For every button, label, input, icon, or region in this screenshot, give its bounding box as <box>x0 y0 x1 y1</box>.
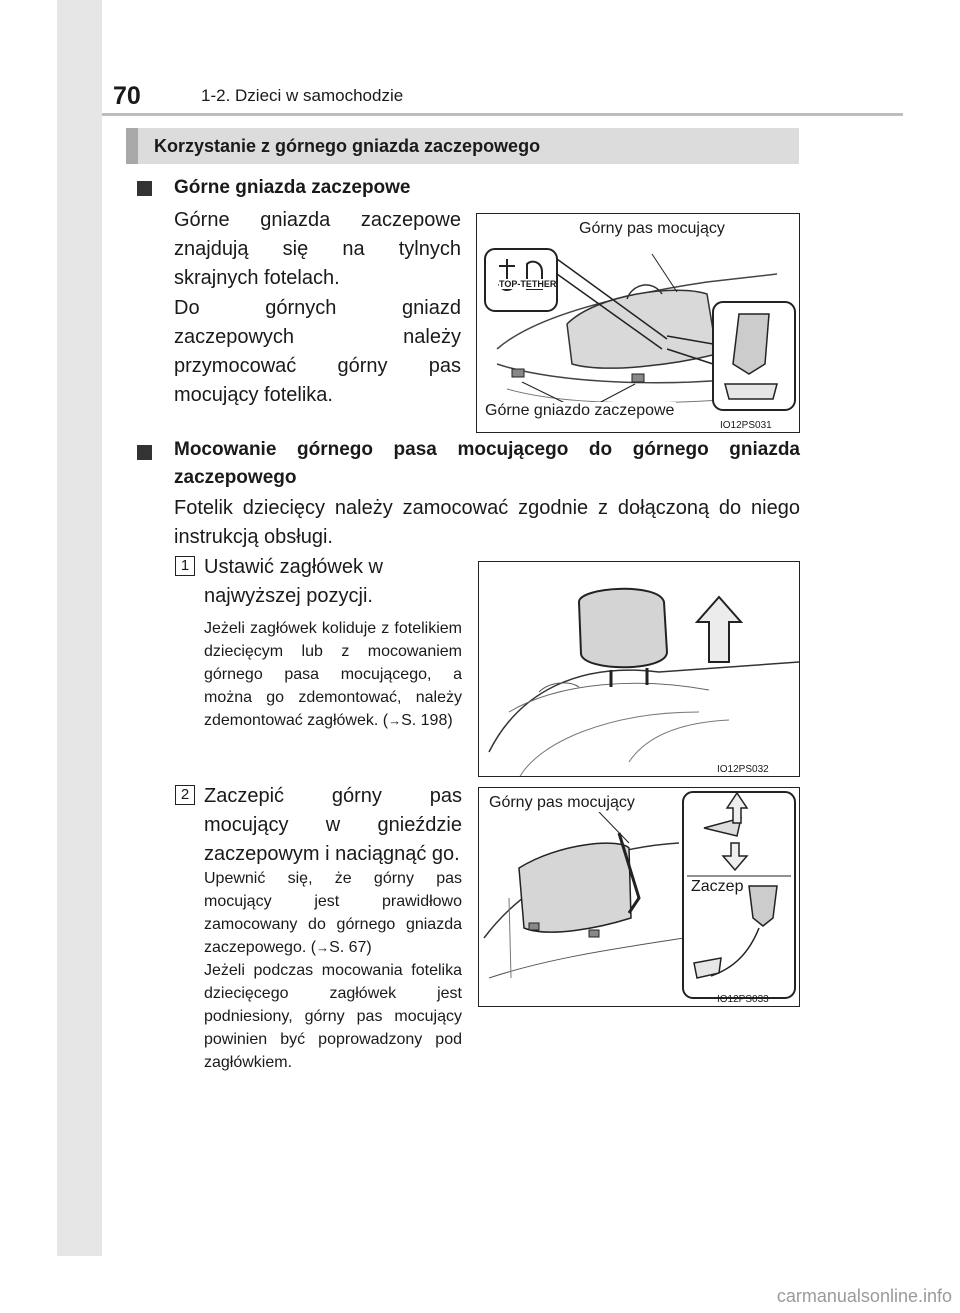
figure3-illustration <box>479 788 800 1007</box>
watermark-text: carmanualsonline.info <box>776 1286 952 1306</box>
figure2-illustration <box>479 562 800 777</box>
top-tether-badge: TOP-TETHER <box>499 279 557 289</box>
figure3-label-upper-strap: Górny pas mocujący <box>489 794 635 811</box>
header-rule <box>102 113 903 116</box>
step1-instruction: Ustawić zagłówek w najwyższej pozycji. <box>204 556 383 607</box>
figure-top-tether-anchors <box>476 213 800 433</box>
figure-raise-headrest <box>478 561 800 777</box>
figure3-label-hook: Zaczep <box>691 878 744 895</box>
subsection2-intro: Fotelik dziecięcy należy zamocować zgodnie z dołączoną do niego instrukcją obsługi. <box>174 497 800 548</box>
subsection1-paragraph1: Górne gniazda zaczepowe znajdują się na tylnych skrajnych fotelach. <box>174 209 461 289</box>
step2-instruction: Zaczepić górny pas mocujący w gnieździe zaczepowym i naciągnąć go. <box>204 785 462 865</box>
subsection1-paragraph2: Do górnych gniazd zaczepowych należy przymocować górny pas mocujący fotelika. <box>174 297 461 406</box>
figure2-code: IO12PS032 <box>717 764 769 775</box>
step1-note-ref: S. 198) <box>401 712 453 729</box>
subsection2-heading-line1: Mocowanie górnego pasa mocującego do górnego gniazda <box>174 439 800 460</box>
subsection1-heading: Górne gniazda zaczepowe <box>174 177 411 198</box>
step1-note-text: Jeżeli zagłówek koliduje z fotelikiem dziecięcym lub z mocowaniem górnego pasa mocującego, a można go zdemontować, należy zdemontować zagłówek. ( <box>204 620 462 729</box>
section-title-bar <box>126 128 799 164</box>
step2-note1-ref: S. 67) <box>329 939 372 956</box>
step2-note1 <box>204 867 462 959</box>
figure1-label-upper-strap: Górny pas mocujący <box>579 220 725 237</box>
step-number-box: 1 <box>175 556 195 576</box>
step2-note2: Jeżeli podczas mocowania fotelika dziecięcego zagłówek jest podniesiony, górny pas mocujący powinien być poprowadzony pod zagłówkiem. <box>204 962 462 1071</box>
figure1-illustration <box>477 214 800 433</box>
bullet-square-icon <box>137 445 152 460</box>
step2-note1-text: Upewnić się, że górny pas mocujący jest prawidłowo zamocowany do górnego gniazda zaczepowego. ( <box>204 870 462 956</box>
chapter-title: 1-2. Dzieci w samochodzie <box>201 86 404 105</box>
figure-attach-tether <box>478 787 800 1007</box>
side-strip <box>57 0 102 1256</box>
figure1-code: IO12PS031 <box>720 420 772 431</box>
page-number: 70 <box>113 82 141 110</box>
subsection2-heading-line2: zaczepowego <box>174 467 297 488</box>
bullet-square-icon <box>137 181 152 196</box>
step1-note <box>204 617 462 732</box>
figure3-code: IO12PS033 <box>717 994 769 1005</box>
section-title: Korzystanie z górnego gniazda zaczepowego <box>154 136 541 156</box>
figure1-label-anchor: Górne gniazdo zaczepowe <box>485 402 675 419</box>
reference-arrow-icon: → <box>388 713 402 728</box>
reference-arrow-icon: → <box>316 940 330 955</box>
step-number-box: 2 <box>175 785 195 805</box>
